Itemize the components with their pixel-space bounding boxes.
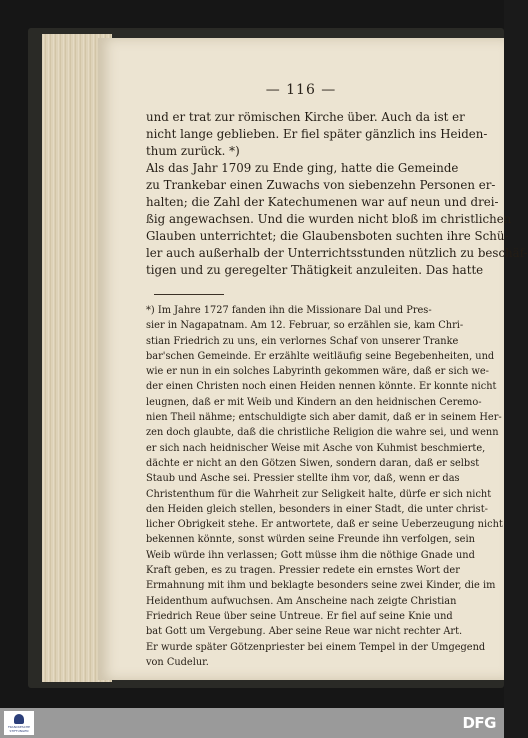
footnote-line: bekennen könnte, sonst würden seine Freunde ihn verfolgen, sein [146, 534, 475, 546]
footnote-line: bat Gott um Vergebung. Aber seine Reue war nicht rechter Art. [146, 626, 463, 638]
footnote-line: den Heiden gleich stellen, besonders in einer Stadt, die unter christ- [146, 503, 488, 515]
text-line: thum zurück. *) [146, 144, 240, 158]
footnote-line: von Cudelur. [146, 656, 209, 668]
footnote-line: Staub und Asche sei. Pressier stellte ihm vor, daß, wenn er das [146, 473, 460, 485]
institution-logo-caption: FRANCKESCHE STIFTUNGEN [7, 725, 31, 733]
footnote-line: Heidenthum aufwuchsen. Am Anscheine nach zeigte Christian [146, 595, 457, 607]
footnote-line: Er wurde später Götzenpriester bei einem Tempel in der Umgegend [146, 641, 486, 653]
text-line: tigen und zu geregelter Thätigkeit anzuleiten. Das hatte [146, 263, 484, 277]
footnote-rule [154, 294, 224, 295]
footnote-line: *) Im Jahre 1727 fanden ihn die Missionare Dal und Pres- [146, 305, 432, 316]
footnote-text [146, 303, 503, 670]
text-line: Glauben unterrichtet; die Glaubensboten suchten ihre Schü- [146, 229, 509, 243]
text-line: und er trat zur römischen Kirche über. Auch da ist er [146, 110, 465, 124]
footnote-line: Ermahnung mit ihm und beklagte besonders seine zwei Kinder, die im [146, 580, 496, 592]
footnote-line: er sich nach heidnischer Weise mit Asche von Kuhmist beschmierte, [146, 442, 486, 454]
page-number: — 116 — [265, 82, 337, 98]
crest-icon [14, 714, 24, 724]
dfg-logo: DFG [462, 714, 496, 732]
footnote-line: sier in Nagapatnam. Am 12. Februar, so erzählen sie, kam Chri- [146, 320, 464, 332]
footnote-line: bar'schen Gemeinde. Er erzählte weitläufig seine Begebenheiten, und [146, 350, 495, 362]
footnote-line: Christenthum für die Wahrheit zur Seligkeit halte, dürfe er sich nicht [146, 488, 492, 500]
footnote-line: Weib würde ihn verlassen; Gott müsse ihm die nöthige Gnade und [146, 549, 475, 561]
institution-logo [4, 711, 34, 735]
footnote-line: licher Obrigkeit stehe. Er antwortete, daß er seine Ueberzeugung nicht [146, 519, 503, 531]
text-line: ler auch außerhalb der Unterrichtsstunden nützlich zu beschäf- [146, 246, 528, 260]
text-line: zu Trankebar einen Zuwachs von siebenzehn Personen er- [146, 178, 496, 192]
footnote-line: stian Friedrich zu uns, ein verlornes Schaf von unserer Tranke [146, 335, 459, 347]
footnote-line: Friedrich Reue über seine Untreue. Er fiel auf seine Knie und [146, 610, 453, 622]
footnote-line: nien Theil nähme; entschuldigte sich aber damit, daß er in seinem Her- [146, 412, 502, 424]
footer-bar [0, 708, 504, 738]
main-text [146, 109, 528, 279]
text-line: halten; die Zahl der Katechumenen war auf neun und drei- [146, 195, 499, 209]
book-page [98, 38, 528, 680]
text-line: Als das Jahr 1709 zu Ende ging, hatte die Gemeinde [146, 161, 459, 175]
footnote-line: Kraft geben, es zu tragen. Pressier redete ein ernstes Wort der [146, 565, 460, 577]
text-line: ßig angewachsen. Und die wurden nicht bloß im christlichen [146, 212, 512, 226]
footnote-line: leugnen, daß er mit Weib und Kindern an den heidnischen Ceremo- [146, 396, 482, 408]
footnote-line: dächte er nicht an den Götzen Siwen, sondern daran, daß er selbst [146, 457, 480, 469]
footnote-line: wie er nun in ein solches Labyrinth gekommen wäre, daß er sich we- [146, 366, 489, 378]
text-line: nicht lange geblieben. Er fiel später gänzlich ins Heiden- [146, 127, 488, 141]
footnote-line: der einen Christen noch einen Heiden nennen könnte. Er konnte nicht [146, 381, 497, 393]
footnote-line: zen doch glaubte, daß die christliche Religion die wahre sei, und wenn [146, 427, 499, 439]
text-block [146, 109, 528, 670]
